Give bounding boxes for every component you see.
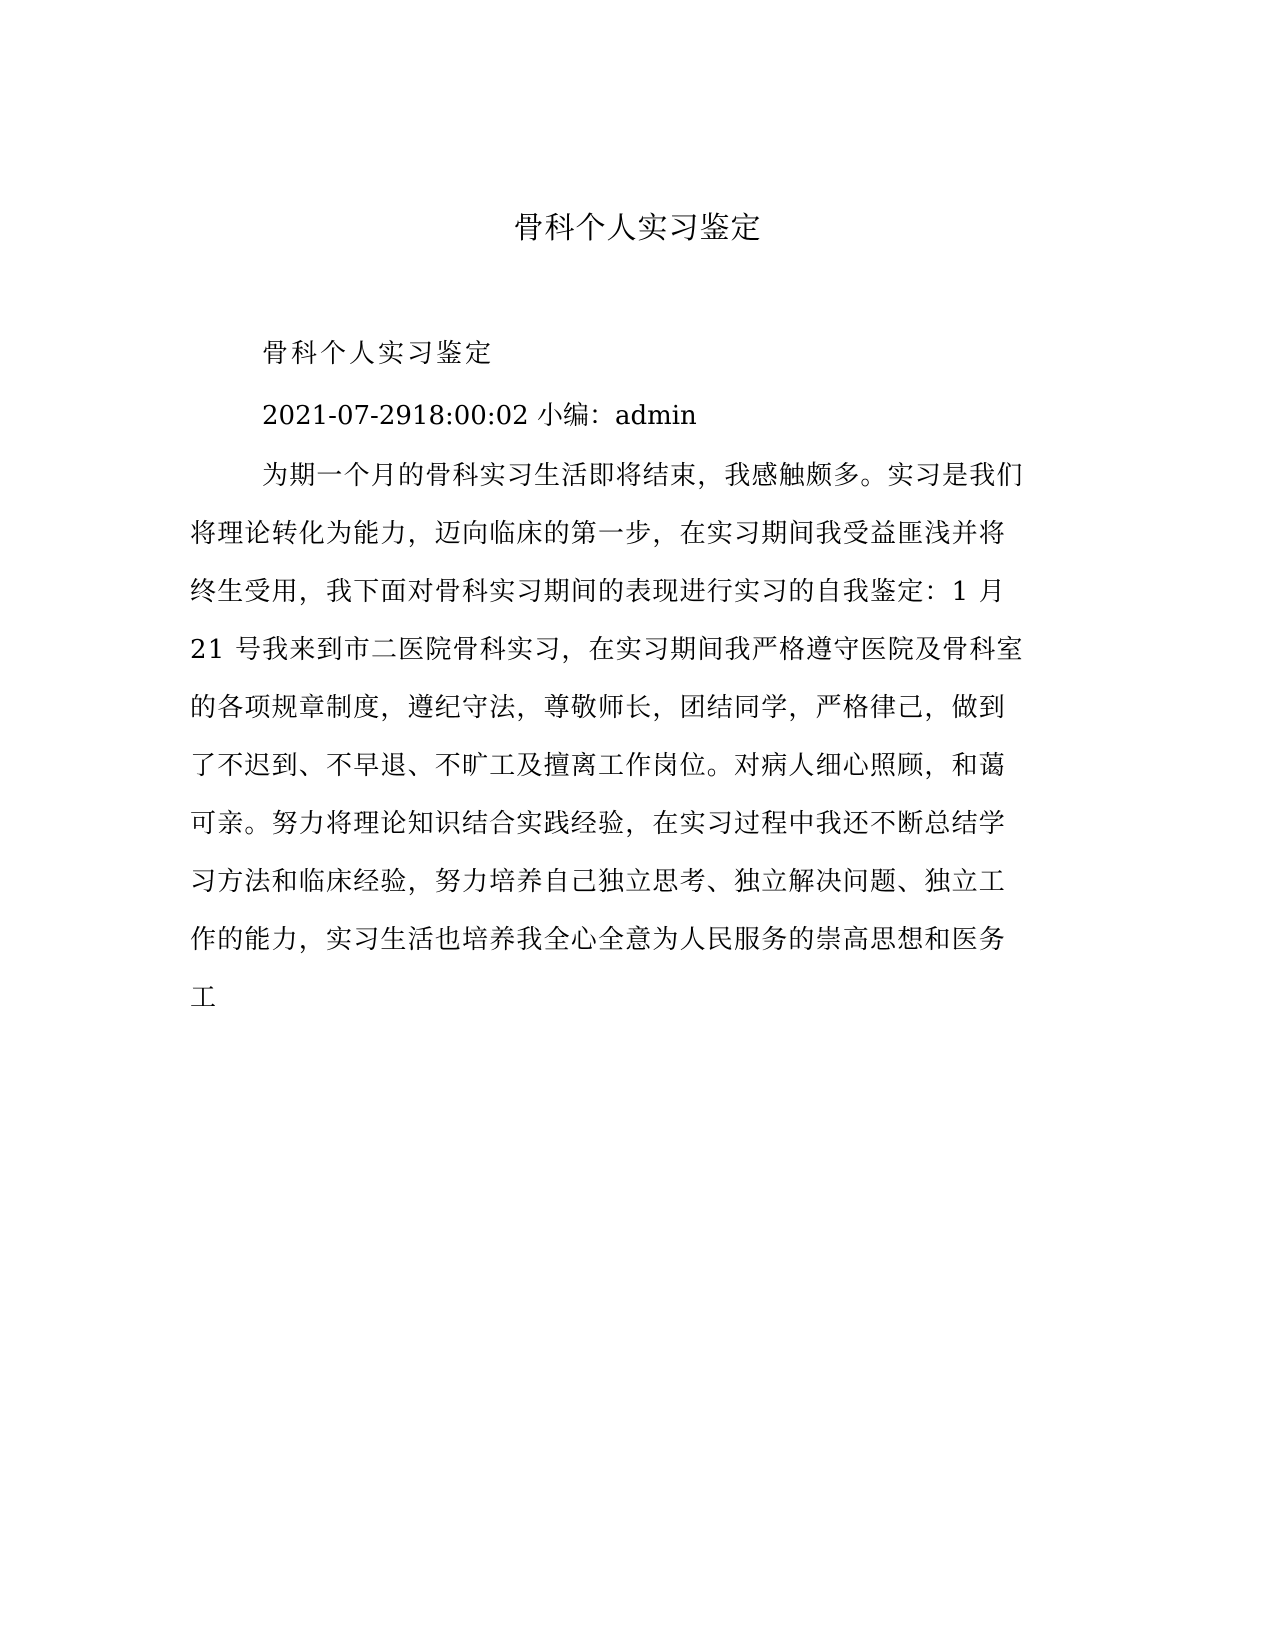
body-line: 将理论转化为能力，迈向临床的第一步，在实习期间我受益匪浅并将 — [190, 519, 1007, 549]
document-title: 骨科个人实习鉴定 — [513, 211, 762, 246]
document-meta: 2021-07-2918:00:02 小编：admin — [262, 401, 697, 431]
body-line: 为期一个月的骨科实习生活即将结束，我感触颇多。实习是我们 — [262, 461, 1024, 491]
body-line: 21 号我来到市二医院骨科实习，在实习期间我严格遵守医院及骨科室 — [190, 635, 1024, 665]
body-line: 习方法和临床经验，努力培养自己独立思考、独立解决问题、独立工 — [190, 867, 1007, 897]
body-line: 作的能力，实习生活也培养我全心全意为人民服务的崇高思想和医务 — [190, 925, 1007, 955]
body-line: 可亲。努力将理论知识结合实践经验，在实习过程中我还不断总结学 — [190, 809, 1007, 839]
body-line: 了不迟到、不早退、不旷工及擅离工作岗位。对病人细心照顾，和蔼 — [190, 751, 1007, 781]
body-line: 终生受用，我下面对骨科实习期间的表现进行实习的自我鉴定：1 月 — [190, 577, 1007, 607]
document-subtitle: 骨科个人实习鉴定 — [262, 339, 495, 369]
body-line: 的各项规章制度，遵纪守法，尊敬师长，团结同学，严格律己，做到 — [190, 693, 1007, 723]
body-line: 工 — [190, 983, 218, 1013]
